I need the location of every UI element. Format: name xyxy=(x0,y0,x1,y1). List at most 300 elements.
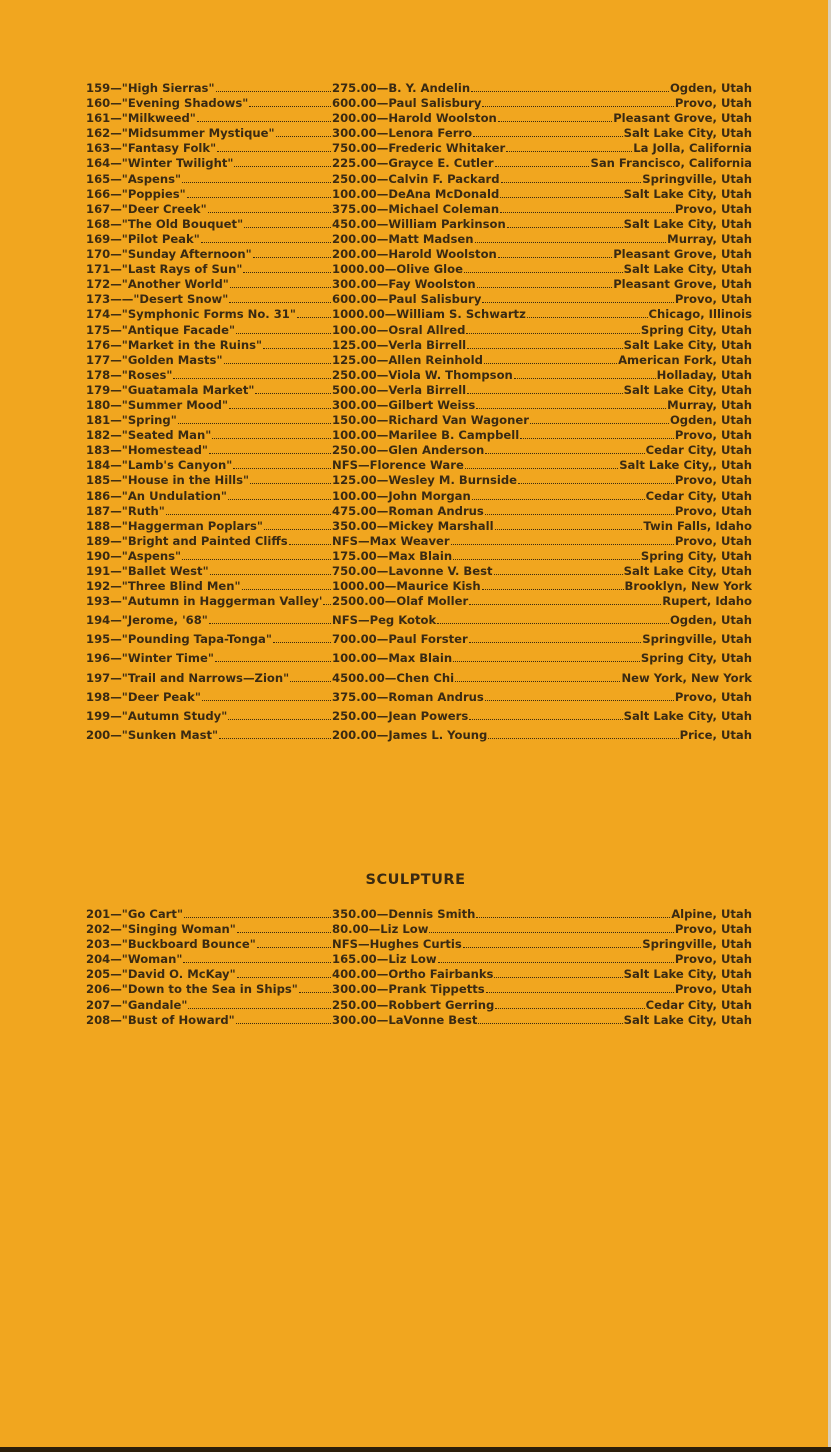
price-artist: NFS—Hughes Curtis xyxy=(332,937,462,952)
price-artist: 375.00—Michael Coleman xyxy=(332,201,500,216)
artist-location: Chicago, Illinois xyxy=(648,307,752,322)
title-cell xyxy=(86,982,332,997)
artist-location: Salt Lake City,, Utah xyxy=(619,458,752,473)
title-cell xyxy=(86,504,332,519)
title-cell xyxy=(86,96,332,111)
list-item xyxy=(86,262,752,277)
entry-cell xyxy=(332,217,752,232)
title-cell xyxy=(86,726,332,745)
title-cell xyxy=(86,353,332,368)
list-item xyxy=(86,172,752,187)
artwork-title: 208—"Bust of Howard" xyxy=(86,1012,235,1027)
entry-cell xyxy=(332,907,752,922)
entry-cell xyxy=(332,611,752,630)
price-artist: NFS—Peg Kotok xyxy=(332,613,437,627)
dot-leader xyxy=(495,1007,644,1009)
title-cell xyxy=(86,907,332,922)
price-artist: 475.00—Roman Andrus xyxy=(332,503,484,518)
dot-leader xyxy=(182,558,331,560)
dot-leader xyxy=(514,377,656,379)
artwork-title: 195—"Pounding Tapa-Tonga" xyxy=(86,632,272,647)
artwork-title: 189—"Bright and Painted Cliffs xyxy=(86,533,288,548)
dot-leader xyxy=(464,271,623,273)
list-item xyxy=(86,630,752,649)
dot-leader xyxy=(498,256,612,258)
title-cell xyxy=(86,473,332,488)
title-cell xyxy=(86,630,332,649)
artist-location: Salt Lake City, Utah xyxy=(623,216,752,231)
list-item xyxy=(86,907,752,922)
title-cell xyxy=(86,998,332,1013)
artwork-title: 201—"Go Cart" xyxy=(86,907,183,921)
entry-cell xyxy=(332,937,752,952)
price-artist: 250.00—Calvin F. Packard xyxy=(332,171,500,186)
title-cell xyxy=(86,458,332,473)
list-item xyxy=(86,937,752,952)
artist-location: Springville, Utah xyxy=(642,171,752,186)
price-artist: 500.00—Verla Birrell xyxy=(332,382,467,397)
dot-leader xyxy=(429,931,673,933)
price-artist: 100.00—Osral Allred xyxy=(332,322,466,337)
artist-location: Cedar City, Utah xyxy=(645,488,752,503)
title-cell xyxy=(86,922,332,937)
artist-location: Ogden, Utah xyxy=(669,613,752,627)
list-item xyxy=(86,967,752,982)
dot-leader xyxy=(212,437,331,439)
artwork-title: 205—"David O. McKay" xyxy=(86,967,236,982)
artist-location: Salt Lake City, Utah xyxy=(623,337,752,352)
artist-location: Brooklyn, New York xyxy=(624,579,752,594)
artist-location: Ogden, Utah xyxy=(669,413,752,428)
artist-location: Spring City, Utah xyxy=(640,322,752,337)
entry-cell xyxy=(332,156,752,171)
artwork-title: 181—"Spring" xyxy=(86,413,177,428)
artwork-title: 178—"Roses" xyxy=(86,367,173,382)
entry-cell xyxy=(332,504,752,519)
dot-leader xyxy=(437,622,669,624)
artist-location: Provo, Utah xyxy=(674,473,752,488)
title-cell xyxy=(86,579,332,594)
dot-leader xyxy=(451,543,674,545)
artist-location: Salt Lake City, Utah xyxy=(623,967,752,982)
title-cell xyxy=(86,141,332,156)
artwork-title: 196—"Winter Time" xyxy=(86,651,214,666)
price-artist: 600.00—Paul Salisbury xyxy=(332,96,482,111)
list-item xyxy=(86,649,752,668)
dot-leader xyxy=(264,528,331,530)
list-item xyxy=(86,292,752,307)
dot-leader xyxy=(250,482,331,484)
entry-cell xyxy=(332,323,752,338)
dot-leader xyxy=(494,573,623,575)
entry-cell xyxy=(332,998,752,1013)
list-item xyxy=(86,428,752,443)
artist-location: Alpine, Utah xyxy=(671,907,752,921)
dot-leader xyxy=(438,961,674,963)
entry-cell xyxy=(332,398,752,413)
list-item xyxy=(86,141,752,156)
artwork-title: 162—"Midsummer Mystique" xyxy=(86,126,275,141)
price-artist: 400.00—Ortho Fairbanks xyxy=(332,967,494,982)
price-artist: 200.00—Harold Woolston xyxy=(332,111,497,126)
entry-cell xyxy=(332,383,752,398)
dot-leader xyxy=(255,392,331,394)
dot-leader xyxy=(166,513,331,515)
dot-leader xyxy=(297,316,331,318)
price-artist: 300.00—LaVonne Best xyxy=(332,1012,478,1027)
dot-leader xyxy=(173,377,331,379)
entry-cell xyxy=(332,952,752,967)
paintings-list-continued xyxy=(86,611,752,745)
artist-location: New York, New York xyxy=(621,670,752,685)
artist-location: Provo, Utah xyxy=(674,533,752,548)
artist-location: Salt Lake City, Utah xyxy=(623,1012,752,1027)
dot-leader xyxy=(209,452,331,454)
dot-leader xyxy=(201,241,331,243)
dot-leader xyxy=(494,976,622,978)
price-artist: 1000.00—William S. Schwartz xyxy=(332,307,526,322)
artist-location: Springville, Utah xyxy=(642,632,752,647)
list-item xyxy=(86,413,752,428)
entry-cell xyxy=(332,982,752,997)
sculpture-heading: SCULPTURE xyxy=(365,872,466,888)
dot-leader xyxy=(495,528,643,530)
title-cell xyxy=(86,202,332,217)
dot-leader xyxy=(488,737,678,739)
artwork-title: 169—"Pilot Peak" xyxy=(86,231,200,246)
list-item xyxy=(86,952,752,967)
list-item xyxy=(86,1013,752,1028)
price-artist: 450.00—William Parkinson xyxy=(332,216,506,231)
entry-cell xyxy=(332,519,752,534)
artwork-title: 177—"Golden Masts" xyxy=(86,352,223,367)
entry-cell xyxy=(332,353,752,368)
title-cell xyxy=(86,649,332,668)
dot-leader xyxy=(485,513,674,515)
dot-leader xyxy=(520,437,674,439)
price-artist: 225.00—Grayce E. Cutler xyxy=(332,156,494,171)
dot-leader xyxy=(507,226,623,228)
entry-cell xyxy=(332,307,752,322)
entry-cell xyxy=(332,277,752,292)
dot-leader xyxy=(482,105,673,107)
dot-leader xyxy=(500,196,622,198)
artist-location: Salt Lake City, Utah xyxy=(623,564,752,578)
dot-leader xyxy=(465,467,618,469)
entry-cell xyxy=(332,726,752,745)
artist-location: Provo, Utah xyxy=(674,201,752,216)
dot-leader xyxy=(478,1022,622,1024)
dot-leader xyxy=(243,271,331,273)
entry-cell xyxy=(332,669,752,688)
dot-leader xyxy=(290,680,331,682)
dot-leader xyxy=(219,737,331,739)
dot-leader xyxy=(209,622,331,624)
dot-leader xyxy=(453,558,640,560)
dot-leader xyxy=(236,332,331,334)
entry-cell xyxy=(332,187,752,202)
list-item xyxy=(86,323,752,338)
dot-leader xyxy=(215,660,331,662)
artwork-title: 168—"The Old Bouquet" xyxy=(86,216,244,231)
dot-leader xyxy=(485,452,644,454)
artwork-title: 206—"Down to the Sea in Ships" xyxy=(86,982,298,997)
list-item xyxy=(86,383,752,398)
price-artist: 300.00—Gilbert Weiss xyxy=(332,397,476,412)
list-item xyxy=(86,156,752,171)
artwork-title: 179—"Guatamala Market" xyxy=(86,382,255,397)
entry-cell xyxy=(332,413,752,428)
entry-cell xyxy=(332,534,752,549)
entry-cell xyxy=(332,473,752,488)
dot-leader xyxy=(217,150,331,152)
artwork-title: 186—"An Undulation" xyxy=(86,488,227,503)
artist-location: Twin Falls, Idaho xyxy=(643,518,752,533)
artwork-title: 191—"Ballet West" xyxy=(86,564,209,578)
artwork-title: 164—"Winter Twilight" xyxy=(86,156,234,171)
title-cell xyxy=(86,688,332,707)
dot-leader xyxy=(197,120,331,122)
entry-cell xyxy=(332,292,752,307)
dot-leader xyxy=(208,211,331,213)
artist-location: Provo, Utah xyxy=(674,503,752,518)
dot-leader xyxy=(228,718,331,720)
dot-leader xyxy=(472,498,645,500)
title-cell xyxy=(86,338,332,353)
price-artist: 375.00—Roman Andrus xyxy=(332,689,484,704)
price-artist: 1000.00—Olive Gloe xyxy=(332,262,463,277)
dot-leader xyxy=(299,991,331,993)
dot-leader xyxy=(228,498,331,500)
list-item xyxy=(86,922,752,937)
entry-cell xyxy=(332,967,752,982)
artwork-title: 165—"Aspens" xyxy=(86,171,182,186)
title-cell xyxy=(86,428,332,443)
entry-cell xyxy=(332,1013,752,1028)
price-artist: 200.00—Matt Madsen xyxy=(332,231,474,246)
page-bottom-edge xyxy=(0,1447,831,1452)
dot-leader xyxy=(237,976,331,978)
dot-leader xyxy=(242,588,331,590)
price-artist: 350.00—Mickey Marshall xyxy=(332,518,494,533)
dot-leader xyxy=(236,1022,331,1024)
dot-leader xyxy=(469,603,661,605)
dot-leader xyxy=(224,362,332,364)
artist-location: Price, Utah xyxy=(679,728,752,743)
list-item xyxy=(86,81,752,96)
artwork-title: 188—"Haggerman Poplars" xyxy=(86,518,263,533)
dot-leader xyxy=(466,332,639,334)
artist-location: Salt Lake City, Utah xyxy=(623,262,752,277)
title-cell xyxy=(86,81,332,96)
title-cell xyxy=(86,937,332,952)
price-artist: 125.00—Allen Reinhold xyxy=(332,352,483,367)
price-artist: 80.00—Liz Low xyxy=(332,922,429,937)
title-cell xyxy=(86,217,332,232)
list-item xyxy=(86,534,752,549)
dot-leader xyxy=(216,90,332,92)
artist-location: Salt Lake City, Utah xyxy=(623,382,752,397)
dot-leader xyxy=(234,165,331,167)
price-artist: 175.00—Max Blain xyxy=(332,548,453,563)
dot-leader xyxy=(498,120,612,122)
price-artist: 2500.00—Olaf Moller xyxy=(332,594,469,609)
dot-leader xyxy=(482,588,624,590)
price-artist: 165.00—Liz Low xyxy=(332,952,437,967)
artwork-title: 197—"Trail and Narrows—Zion" xyxy=(86,670,290,685)
entry-cell xyxy=(332,630,752,649)
dot-leader xyxy=(184,916,331,918)
price-artist: 100.00—Max Blain xyxy=(332,651,453,666)
price-artist: 275.00—B. Y. Andelin xyxy=(332,81,471,95)
list-item xyxy=(86,443,752,458)
artist-location: Provo, Utah xyxy=(674,952,752,967)
dot-leader xyxy=(188,1007,331,1009)
dot-leader xyxy=(187,196,331,198)
dot-leader xyxy=(257,946,331,948)
artwork-title: 170—"Sunday Afternoon" xyxy=(86,247,252,262)
price-artist: NFS—Max Weaver xyxy=(332,533,450,548)
artist-location: Provo, Utah xyxy=(674,428,752,443)
title-cell xyxy=(86,611,332,630)
entry-cell xyxy=(332,428,752,443)
dot-leader xyxy=(471,90,669,92)
entry-cell xyxy=(332,594,752,609)
artwork-title: 204—"Woman" xyxy=(86,952,183,967)
entry-cell xyxy=(332,172,752,187)
entry-cell xyxy=(332,232,752,247)
artist-location: Pleasant Grove, Utah xyxy=(613,277,752,292)
entry-cell xyxy=(332,111,752,126)
list-item xyxy=(86,458,752,473)
list-item xyxy=(86,564,752,579)
entry-cell xyxy=(332,202,752,217)
price-artist: 300.00—Prank Tippetts xyxy=(332,982,485,997)
list-item xyxy=(86,247,752,262)
dot-leader xyxy=(233,467,331,469)
price-artist: 200.00—James L. Young xyxy=(332,728,488,743)
price-artist: 250.00—Jean Powers xyxy=(332,709,469,724)
dot-leader xyxy=(476,407,666,409)
title-cell xyxy=(86,669,332,688)
dot-leader xyxy=(467,347,622,349)
artist-location: Provo, Utah xyxy=(674,922,752,937)
entry-cell xyxy=(332,262,752,277)
artist-location: Spring City, Utah xyxy=(640,651,752,666)
title-cell xyxy=(86,111,332,126)
price-artist: 250.00—Glen Anderson xyxy=(332,443,485,458)
artwork-title: 163—"Fantasy Folk" xyxy=(86,141,217,156)
dot-leader xyxy=(530,422,669,424)
list-item xyxy=(86,338,752,353)
dot-leader xyxy=(495,165,590,167)
title-cell xyxy=(86,292,332,307)
dot-leader xyxy=(230,286,331,288)
list-item xyxy=(86,96,752,111)
artist-location: Springville, Utah xyxy=(642,937,752,952)
list-item xyxy=(86,232,752,247)
price-artist: 100.00—John Morgan xyxy=(332,488,471,503)
dot-leader xyxy=(263,347,331,349)
title-cell xyxy=(86,172,332,187)
artist-location: Provo, Utah xyxy=(674,982,752,997)
list-item xyxy=(86,611,752,630)
artist-location: Rupert, Idaho xyxy=(662,594,752,609)
artist-location: Cedar City, Utah xyxy=(645,997,752,1012)
dot-leader xyxy=(244,226,331,228)
dot-leader xyxy=(500,211,674,213)
entry-cell xyxy=(332,368,752,383)
entry-cell xyxy=(332,922,752,937)
price-artist: 125.00—Verla Birrell xyxy=(332,337,467,352)
title-cell xyxy=(86,383,332,398)
artist-location: Pleasant Grove, Utah xyxy=(613,247,752,262)
artwork-title: 194—"Jerome, '68" xyxy=(86,613,208,627)
dot-leader xyxy=(253,256,331,258)
price-artist: 150.00—Richard Van Wagoner xyxy=(332,413,529,428)
artist-location: Cedar City, Utah xyxy=(645,443,752,458)
dot-leader xyxy=(289,543,331,545)
artwork-title: 202—"Singing Woman" xyxy=(86,922,236,937)
entry-cell xyxy=(332,688,752,707)
title-cell xyxy=(86,368,332,383)
entry-cell xyxy=(332,247,752,262)
price-artist: 200.00—Harold Woolston xyxy=(332,247,497,262)
entry-cell xyxy=(332,489,752,504)
list-item xyxy=(86,998,752,1013)
dot-leader xyxy=(276,135,331,137)
title-cell xyxy=(86,187,332,202)
price-artist: 125.00—Wesley M. Burnside xyxy=(332,473,517,488)
entry-cell xyxy=(332,81,752,96)
dot-leader xyxy=(485,699,674,701)
artwork-title: 203—"Buckboard Bounce" xyxy=(86,937,256,952)
artist-location: Salt Lake City, Utah xyxy=(623,709,752,724)
title-cell xyxy=(86,564,332,579)
entry-cell xyxy=(332,549,752,564)
dot-leader xyxy=(273,641,331,643)
dot-leader xyxy=(477,286,613,288)
dot-leader xyxy=(469,718,622,720)
price-artist: 100.00—DeAna McDonald xyxy=(332,186,500,201)
title-cell xyxy=(86,519,332,534)
list-item xyxy=(86,594,752,609)
artist-location: Murray, Utah xyxy=(667,231,752,246)
list-item xyxy=(86,519,752,534)
title-cell xyxy=(86,443,332,458)
list-item xyxy=(86,504,752,519)
dot-leader xyxy=(323,603,331,605)
title-cell xyxy=(86,1013,332,1028)
dot-leader xyxy=(182,181,331,183)
dot-leader xyxy=(229,407,331,409)
artist-location: La Jolla, California xyxy=(633,141,752,156)
artwork-title: 171—"Last Rays of Sun" xyxy=(86,262,243,277)
price-artist: 250.00—Viola W. Thompson xyxy=(332,367,513,382)
artist-location: Provo, Utah xyxy=(674,689,752,704)
dot-leader xyxy=(178,422,331,424)
title-cell xyxy=(86,277,332,292)
dot-leader xyxy=(463,946,642,948)
list-item xyxy=(86,726,752,745)
entry-cell xyxy=(332,96,752,111)
dot-leader xyxy=(518,482,674,484)
list-item xyxy=(86,126,752,141)
dot-leader xyxy=(527,316,648,318)
list-item xyxy=(86,277,752,292)
artist-location: American Fork, Utah xyxy=(618,352,752,367)
title-cell xyxy=(86,707,332,726)
